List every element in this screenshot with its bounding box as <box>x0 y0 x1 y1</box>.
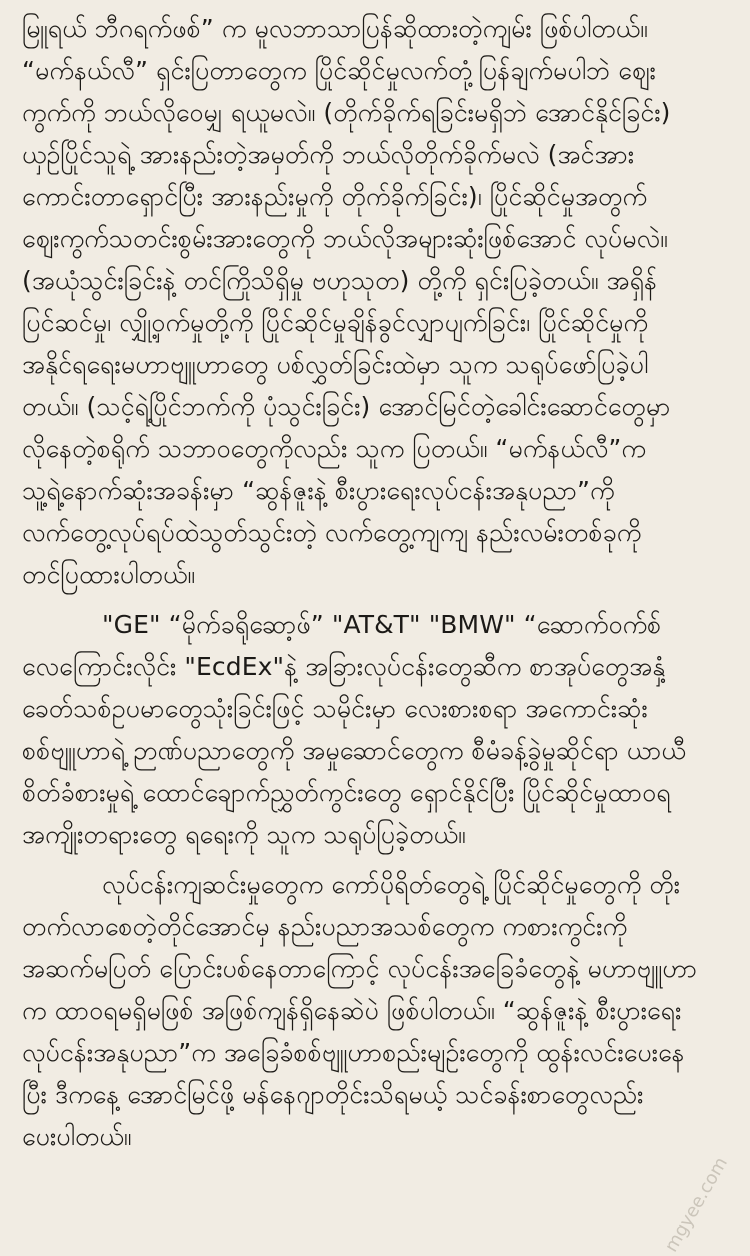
text-line: လက်တွေ့လုပ်ရပ်ထဲသွတ်သွင်းတဲ့ လက်တွေ့ကျကျ နည်းလမ်းတစ်ခုကို <box>22 518 642 547</box>
text-line: တင်ပြထားပါတယ်။ <box>22 560 196 589</box>
text-line: ခေတ်သစ်ဥပမာတွေသုံးခြင်းဖြင့် သမိုင်းမှာ လေးစားစရာ အကောင်းဆုံး <box>22 694 648 723</box>
text-line: ကောင်းတာရှောင်ပြီး အားနည်းမှုကို တိုက်ခိုက်ခြင်း)၊ ပြိုင်ဆိုင်မှုအတွက် <box>22 182 648 211</box>
text-line: လုပ်ငန်းကျဆင်းမှုတွေက ကော်ပိုရိတ်တွေရဲ့ ပြိုင်ဆိုင်မှုတွေကို တိုး <box>102 870 681 899</box>
text-line: လုပ်ငန်းအနုပညာ”က အခြေခံစစ်ဗျူဟာစည်းမျဉ်းတွေကို ထွန်းလင်းပေးနေ <box>22 1038 685 1067</box>
text-line: လိုနေတဲ့စရိုက် သဘာဝတွေကိုလည်း သူက ပြတယ်။ “မက်နယ်လီ”က <box>22 434 646 463</box>
text-line: ဈေးကွက်သတင်းစွမ်းအားတွေကို ဘယ်လိုအများဆုံးဖြစ်အောင် လုပ်မလဲ။ <box>22 224 668 253</box>
text-line: ပေးပါတယ်။ <box>22 1122 132 1151</box>
text-line: အဆက်မပြတ် ပြောင်းပစ်နေတာကြောင့် လုပ်ငန်းအခြေခံတွေနဲ့ မဟာဗျူဟာ <box>22 954 698 983</box>
book-page <box>22 8 730 1192</box>
text-line: သူ့ရဲ့နောက်ဆုံးအခန်းမှာ “ဆွန်ဇူးနဲ့ စီးပွားရေးလုပ်ငန်းအနုပညာ”ကို <box>22 476 615 505</box>
paragraph-gap <box>22 596 730 604</box>
text-line: (အယုံသွင်းခြင်းနဲ့ တင်ကြိုသိရှိမှု ဗဟုသုတ) တို့ကို ရှင်းပြခဲ့တယ်။ အရှိန် <box>22 266 658 295</box>
text-line: စစ်ဗျူဟာရဲ့ ဉာဏ်ပညာတွေကို အမှုဆောင်တွေက စီမံခန့်ခွဲမှုဆိုင်ရာ ယာယီ <box>22 736 686 765</box>
text-line: “မက်နယ်လီ” ရှင်းပြတာတွေက ပြိုင်ဆိုင်မှုလက်တုံ့ပြန်ချက်မပါဘဲ ဈေး <box>22 56 656 85</box>
site-watermark: mgyee.com <box>660 1153 732 1256</box>
text-line: က ထာဝရမရှိမဖြစ် အဖြစ်ကျန်ရှိနေဆဲပဲ ဖြစ်ပါတယ်။ “ဆွန်ဇူးနဲ့ စီးပွားရေး <box>22 996 682 1025</box>
paragraph-1 <box>22 8 730 596</box>
text-line: အနိုင်ရရေးမဟာဗျူဟာတွေ ပစ်လွှတ်ခြင်းထဲမှာ သူက သရုပ်ဖော်ပြခဲ့ပါ <box>22 350 649 379</box>
text-line: လေကြောင်းလိုင်း "EcdEx"နဲ့ အခြားလုပ်ငန်းတွေဆီက စာအုပ်တွေအနှံ့ <box>22 652 666 681</box>
paragraph-2 <box>22 604 730 856</box>
text-line: တယ်။ (သင့်ရဲ့ပြိုင်ဘက်ကို ပုံသွင်းခြင်း) အောင်မြင်တဲ့ခေါင်းဆောင်တွေမှာ <box>22 392 671 421</box>
text-line: တက်လာစေတဲ့တိုင်အောင်မှ နည်းပညာအသစ်တွေက ကစားကွင်းကို <box>22 912 628 941</box>
text-line: မြူရယ် ဘီဂရက်ဖစ်” က မူလဘာသာပြန်ဆိုထားတဲ့ကျမ်း ဖြစ်ပါတယ်။ <box>22 14 648 43</box>
text-line: "GE" “မိုက်ခရိုဆော့ဖ်” "AT&T" "BMW" “ဆောက်ဝက်စ် <box>102 610 662 639</box>
text-line: အကျိုးတရားတွေ ရရေးကို သူက သရုပ်ပြခဲ့တယ်။ <box>22 820 466 849</box>
text-line: ကွက်ကို ဘယ်လိုဝေမျှ ရယူမလဲ။ (တိုက်ခိုက်ရခြင်းမရှိဘဲ အောင်နိုင်ခြင်း) <box>22 98 671 127</box>
text-line: ပြီး ဒီကနေ့ အောင်မြင်ဖို့ မန်နေဂျာတိုင်းသိရမယ့် သင်ခန်းစာတွေလည်း <box>22 1080 644 1109</box>
paragraph-3 <box>22 864 730 1158</box>
text-line: ပြင်ဆင်မှု၊ လျှို့ဝှက်မှုတို့ကို ပြိုင်ဆိုင်မှုချိန်ခွင်လျှာပျက်ခြင်း၊ ပြိုင်ဆိုင်မှုကို <box>22 308 648 337</box>
text-line: စိတ်ခံစားမှုရဲ့ ထောင်ချောက်ညွှတ်ကွင်းတွေ ရှောင်နိုင်ပြီး ပြိုင်ဆိုင်မှုထာဝရ <box>22 778 671 807</box>
text-line: ယှဉ်ပြိုင်သူရဲ့ အားနည်းတဲ့အမှတ်ကို ဘယ်လိုတိုက်ခိုက်မလဲ (အင်အား <box>22 140 635 169</box>
paragraph-gap <box>22 856 730 864</box>
